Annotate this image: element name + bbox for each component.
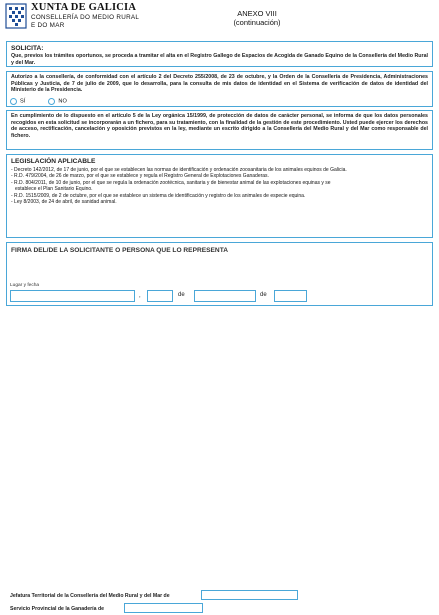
solicita-text: Que, previos los trámites oportunos, se proceda a tramitar el alta en el Registro Gallego de Espacios de Acogida de Ganado Equino de la Consellería del Medio Rural y del Mar. (11, 53, 428, 66)
servicio-label: Servicio Provincial de la Ganadería de (10, 606, 104, 612)
authorization-section (6, 71, 433, 107)
jefatura-label: Jefatura Territorial de la Consellería del Medio Rural y del Mar de (10, 593, 170, 599)
annex-title-block (222, 9, 292, 27)
legislation-item: establece el Plan Sanitario Equino. (15, 186, 93, 193)
year-field[interactable] (274, 290, 307, 302)
day-field[interactable] (147, 290, 173, 302)
authorization-options (10, 98, 67, 105)
legislation-item: - R.D. 1515/2009, de 2 de octubre, por el que se establece un sistema de identificación y registro de los animales de especie equina. (11, 192, 306, 199)
radio-no-label: NO (58, 98, 67, 105)
legislation-section (6, 154, 433, 238)
authorization-text: Autorizo a la consellería, de conformidad con el artículo 2 del Decreto 255/2008, de 23 de octubre, y la Orden de la Consellería de Presidencia, Administraciones Públicas y Justicia, de 7 de julio de 2009, que lo desarrolla, para la consulta de mis datos de identidad en el Sistema de verificación de datos de identidad del Ministerio de la Presidencia. (11, 74, 428, 94)
radio-yes[interactable] (10, 98, 17, 105)
data-protection-section (6, 110, 433, 150)
org-department: CONSELLERÍA DO MEDIO RURAL E DO MAR (31, 14, 140, 29)
radio-yes-label: SÍ (20, 98, 26, 105)
place-date-label: Lugar y fecha (10, 283, 40, 288)
data-protection-text: En cumplimiento de lo dispuesto en el artículo 5 de la Ley orgánica 15/1999, de protección de datos de carácter personal, se informa de que los datos personales recogidos en esta solicitud se incorporarán a un fichero, para su tratamiento, con la finalidad de la gestión de este procedimiento. Usted puede ejercer los derechos de acceso, rectificación, cancelación y oposición previstos en la ley, mediante un escrito dirigido a la Consellería del Medio Rural y del Mar como responsable del fichero. (11, 113, 428, 139)
solicita-section (6, 41, 433, 67)
jefatura-field[interactable] (201, 590, 298, 600)
org-name: XUNTA DE GALICIA (31, 2, 137, 13)
legislation-item: - Ley 8/2003, de 24 de abril, de sanidad animal. (11, 199, 117, 206)
month-field[interactable] (194, 290, 256, 302)
legislation-item: - R.D. 479/2004, de 26 de marzo, por el que se establece y regula el Registro General de Explotaciones Ganaderas. (11, 173, 269, 180)
servicio-field[interactable] (124, 603, 203, 613)
legislation-title: LEGISLACIÓN APLICABLE (11, 158, 96, 165)
de-separator: de (260, 292, 267, 298)
comma-separator: , (139, 293, 141, 299)
place-field[interactable] (10, 290, 135, 302)
radio-no[interactable] (48, 98, 55, 105)
signature-title: FIRMA DEL/DE LA SOLICITANTE O PERSONA QUE LO REPRESENTA (11, 247, 228, 254)
solicita-title: SOLICITA: (11, 45, 44, 52)
legislation-item: - R.D. 804/2011, de 10 de junio, por el que se regula la ordenación zootécnica, sanitaria y de bienestar animal de las explotaciones equinas y se (11, 179, 331, 186)
legislation-item: - Decreto 142/2012, de 17 de junio, por el que se establecen las normas de identificación y ordenación zoosanitaria de los animales equinos de Galicia. (11, 167, 347, 173)
legislation-list (11, 167, 428, 205)
annex-title: ANEXO VIII (237, 9, 277, 18)
de-separator: de (178, 292, 185, 298)
annex-subtitle: (continuación) (233, 18, 281, 27)
